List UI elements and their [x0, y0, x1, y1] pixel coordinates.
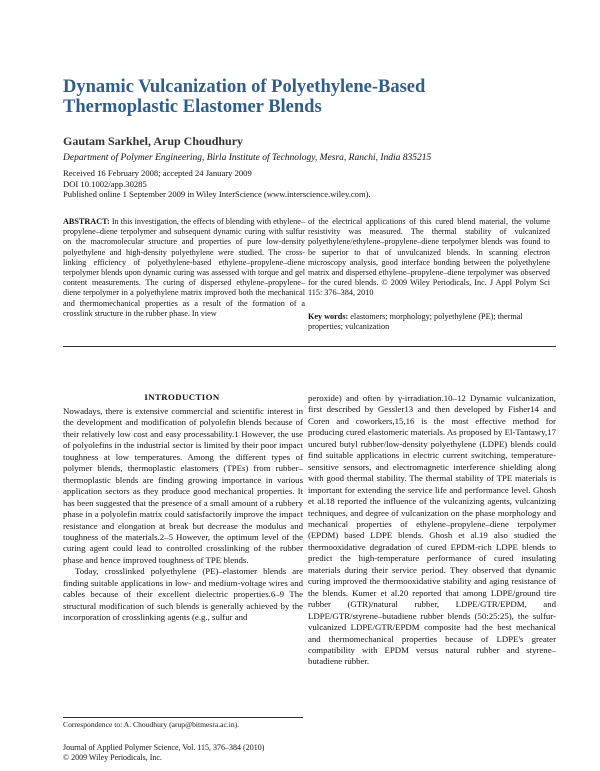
abstract-right-column	[308, 217, 550, 299]
body-left-column	[63, 406, 303, 624]
keywords	[308, 312, 556, 332]
intro-paragraph-3: peroxide) and often by γ-irradiation.10–12 Dynamic vulcanization, first described by Gessler13 and then developed by Fisher14 and Coren and coworkers,15,16 is the most effective method for producing cured elastomeric materials. As proposed by El-Tantawy,17 uncured butyl rubber/low-density polyethylene (LDPE) blends could find suitable applications in electric current switching, temperature-sensitive sensors, and electromagnetic interference shielding along with good thermal stability. The thermal stability of TPE materials is important for extending the service life and performance level. Ghosh et al.18 reported the influence of the vulcanizing agents, vulcanizing techniques, and degree of vulcanization on the phase morphology and mechanical properties of ethylene–propylene–diene terpolymer (EPDM) based LDPE blends. Ghosh et al.19 also studied the thermooxidative degradation of cured EPDM-rich LDPE blends to predict the high-temperature performance of cured insulating materials during their service period. They observed that dynamic curing improved the thermooxidative stability and aging resistance of the blends. Kumer et al.20 reported that among LDPE/ground tire rubber (GTR)/natural rubber, LDPE/GTR/EPDM, and LDPE/GTR/styrene–butadiene rubber blends (50:25:25), the sulfur-vulcanized LDPE/GTR/EPDM composite had the best mechanical and thermomechanical properties because of LDPE's greater compatibility with EPDM versus natural rubber and styrene–butadiene rubber.	[308, 393, 556, 667]
correspondence-note: Correspondence to: A. Choudhury (arup@bitmesra.ac.in).	[63, 720, 240, 729]
article-title: Dynamic Vulcanization of Polyethylene-Based Thermoplastic Elastomer Blends	[63, 77, 426, 117]
footnote-divider	[63, 717, 303, 718]
journal-info	[63, 743, 264, 762]
publication-history	[63, 168, 371, 200]
abstract-label: ABSTRACT:	[63, 217, 110, 226]
abstract-divider	[63, 346, 556, 347]
body-right-column	[308, 393, 556, 668]
keywords-text: elastomers; morphology; polyethylene (PE); thermal properties; vulcanization	[308, 312, 523, 332]
journal-citation: Journal of Applied Polymer Science, Vol. 115, 376–384 (2010)	[63, 743, 265, 752]
received-line: Received 16 February 2008; accepted 24 January 2009	[63, 168, 252, 178]
affiliation: Department of Polymer Engineering, Birla Institute of Technology, Mesra, Ranchi, India 835215	[63, 153, 432, 163]
abstract-text-left: In this investigation, the effects of blending with ethylene–propylene–diene terpolymer and subsequent dynamic curing with sulfur on the macromolecular structure and properties of pure low-density polyethylene and high-density polyethylene were studied. The cross-linking efficiency of polyethylene-based ethylene–propylene–diene terpolymer blends upon dynamic curing was assessed with torque and gel content measurements. The curing of dispersed ethylene–propylene–diene terpolymer in a polyethylene matrix improved both the mechanical and thermomechanical properties as a result of the formation of a crosslink structure in the rubber phase. In view	[63, 217, 305, 318]
section-heading-introduction: INTRODUCTION	[144, 392, 220, 402]
abstract-text-right: of the electrical applications of this cured blend material, the volume resistivity was measured. The thermal stability of vulcanized polyethylene/ethylene–propylene–diene terpolymer blends was found to be superior to that of unvulcanized blends. In scanning electron microscopy analysis, good interface bonding between the polyethylene matrix and dispersed ethylene–propylene–diene terpolymer was observed for the cured blends. © 2009 Wiley Periodicals, Inc. J Appl Polym Sci 115: 376–384, 2010	[308, 217, 550, 298]
keywords-label: Key words:	[308, 312, 349, 321]
published-line: Published online 1 September 2009 in Wiley InterScience (www.interscience.wiley.com).	[63, 189, 371, 199]
intro-paragraph-1: Nowadays, there is extensive commercial and scientific interest in the development and modification of polyolefin blends because of their relatively low cost and easy processability.1 However, the use of polyolefins in the industrial sector is limited by their poor impact toughness at low temperatures. Among the different types of polymer blends, thermoplastic elastomers (TPEs) from rubber–thermoplastic blends are finding growing importance in various application sectors as they produce good mechanical properties. It has been suggested that the presence of a small amount of a rubbery phase in a polyolefin matrix could satisfactorily improve the impact resistance and elongation at break but decrease the modulus and toughness of the materials.2–5 However, the optimum level of the curing agent could lead to controlled crosslinking of the rubber phase and hence improved toughness of TPE blends.	[63, 406, 303, 565]
copyright-line: © 2009 Wiley Periodicals, Inc.	[63, 752, 162, 762]
intro-paragraph-2: Today, crosslinked polyethylene (PE)–elastomer blends are finding suitable applications in low- and medium-voltage wires and cables because of their excellent dielectric properties.6–9 The structural modification of such blends is generally achieved by the incorporation of crosslinking agents (e.g., sulfur and	[63, 566, 303, 623]
abstract-left-column	[63, 217, 305, 319]
author-list: Gautam Sarkhel, Arup Choudhury	[63, 134, 244, 148]
doi-line: DOI 10.1002/app.30285	[63, 178, 147, 189]
